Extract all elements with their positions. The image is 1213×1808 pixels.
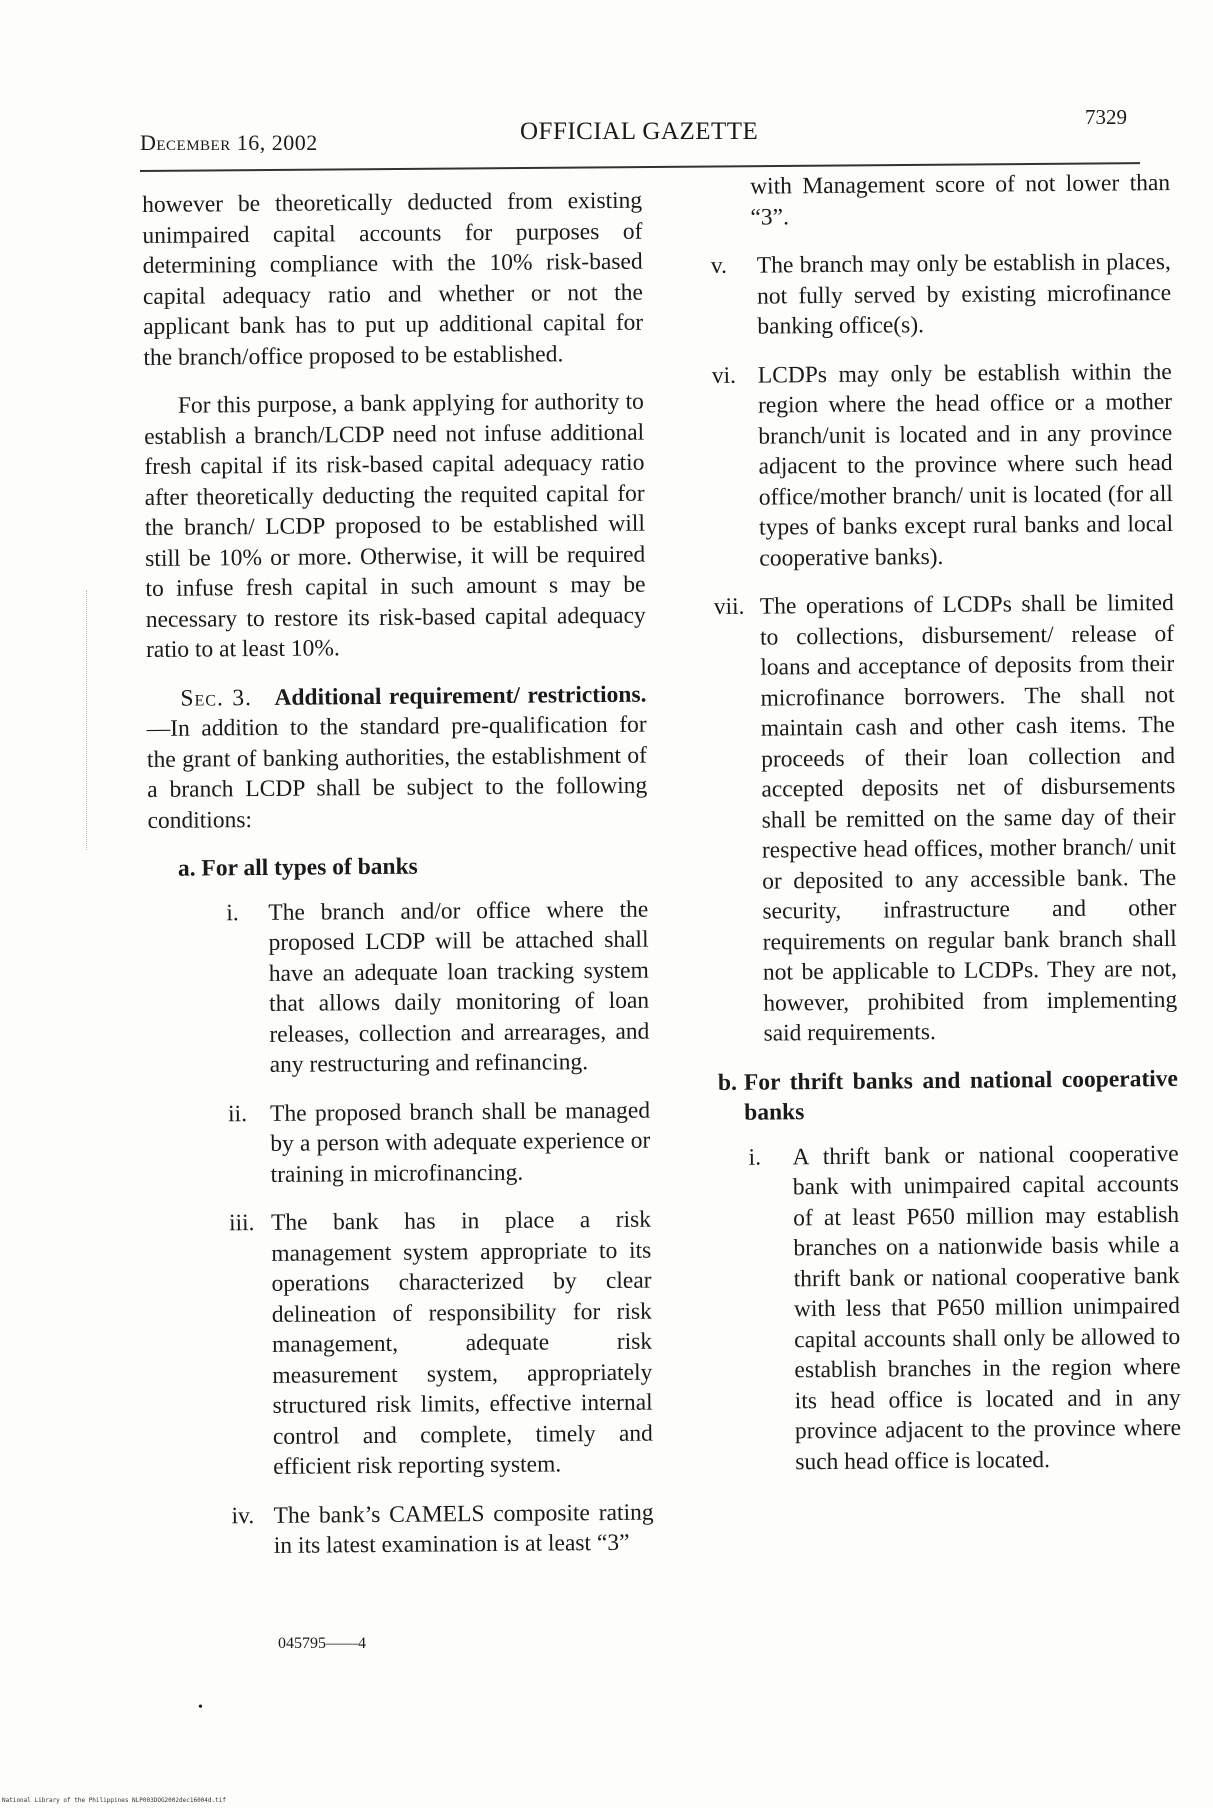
subsection-b-heading [718,1063,1179,1128]
list-item-number: vii. [713,593,745,620]
subsection-a-heading: a. For all types of banks [177,853,418,882]
list-item-text: The bank’s CAMELS composite rating in its latest examination is at least “3” [273,1499,654,1559]
list-item-number: i. [226,899,239,926]
list-item [231,1497,654,1562]
section-text: —In addition to the standard pre-qualification for the grant of banking authorities, the establishment of a branch LCDP shall be subject to the following conditions: [146,711,648,834]
paragraph-purpose: For this purpose, a bank applying for authority to establish a branch/LCDP need not infuse additional fresh capital if its risk-based capital adequacy ratio after theoretically deducting the requited capital for the branch/ LCDP proposed to be established will still be 10% or more. Otherwise, it will be required to infuse fresh capital in such amount s may be necessary to restore its risk-based capital adequacy ratio to at least 10%. [144,388,646,663]
paragraph-continued: however be theoretically deducted from existing unimpaired capital accounts for purposes of determining compliance with the 10% risk-based capital adequacy ratio and whether or not the applicant bank has to put up additional capital for the branch/office proposed to be established. [142,187,644,371]
header-page-number: 7329 [1085,105,1127,129]
footer-mark: • [198,1700,203,1715]
subsection-a-list-continued [711,247,1178,1049]
list-item-text: LCDPs may only be establish within the region where the head office or a mother branch/unit is located and in any province adjacent to the province where such head office/mother branch/ unit is located (for all types of banks except rural banks and local cooperative banks). [757,358,1174,572]
subsection-b-list [748,1138,1181,1477]
right-column [710,168,1182,1496]
list-item [229,1205,653,1483]
list-item-number: iii. [228,1210,255,1237]
item-iv-continuation: with Management score of not lower than “3”. [750,169,1171,231]
list-item [712,356,1174,574]
section-label: Sec. 3. [180,684,253,712]
header-title: OFFICIAL GAZETTE [520,118,759,145]
list-item-number: i. [748,1144,762,1171]
list-item [711,247,1172,343]
list-item [228,1095,651,1190]
footer-library-line: National Library of the Philippines NLP003DOG2002dec16004d.tif [2,1797,226,1804]
footer-code: 045795——4 [278,1635,366,1652]
list-item-text: The branch and/or office where the proposed LCDP will be attached shall have an adequate loan tracking system that allows daily monitoring of loan releases, collection and arrearages, and any restructuring and refinancing. [268,896,650,1078]
list-item-number: v. [710,252,728,279]
margin-dots [86,590,91,850]
list-item-text: A thrift bank or national cooperative bank with unimpaired capital accounts of at least P650 million may establish branches on a nationwide basis while a thrift bank or national cooperative bank with less that P650 million unimpaired capital accounts shall only be allowed to establish branches in the region where its head office is located and in any province adjacent to the province where such head office is located. [792,1140,1182,1475]
list-item-text: The proposed branch shall be managed by a person with adequate experience or training in microfinancing. [269,1097,651,1188]
subsection-b-title: For thrift banks and national cooperative banks [743,1065,1179,1126]
list-item-text: The bank has in place a risk management system appropriate to its operations characterized by clear delineation of responsibility for risk management, adequate risk measurement system, appropriately structured risk limits, effective internal control and complete, timely and efficient risk reporting system. [270,1206,653,1480]
list-item-number: ii. [227,1100,248,1127]
left-column [142,186,654,1581]
list-item [226,894,650,1081]
list-item-text: The operations of LCDPs shall be limited to collections, disbursement/ release of loans and acceptance of deposits from their microfinance borrowers. The shall not maintain cash and other cash items. The proceeds of their loan collection and accepted deposits net of disbursements shall be remitted on the same day of their respective head offices, mother branch/ unit or deposited to any accessible bank. The security, infrastructure and other requirements on regular bank branch shall not be applicable to LCDPs. They are not, however, prohibited from implementing said requirements. [759,589,1178,1047]
subsection-b-number: b. [717,1069,738,1096]
section-3-heading [146,679,647,836]
list-item-number: iv. [231,1502,255,1529]
header-date: December 16, 2002 [140,130,318,155]
list-item-number: vi. [711,362,737,389]
list-item [714,588,1178,1049]
list-item-text: The branch may only be establish in places, not fully served by existing microfinance banking office(s). [756,248,1172,340]
subsection-a-list [226,894,654,1562]
section-title: Additional requirement/ restrictions. [274,681,647,711]
list-item [748,1138,1181,1477]
